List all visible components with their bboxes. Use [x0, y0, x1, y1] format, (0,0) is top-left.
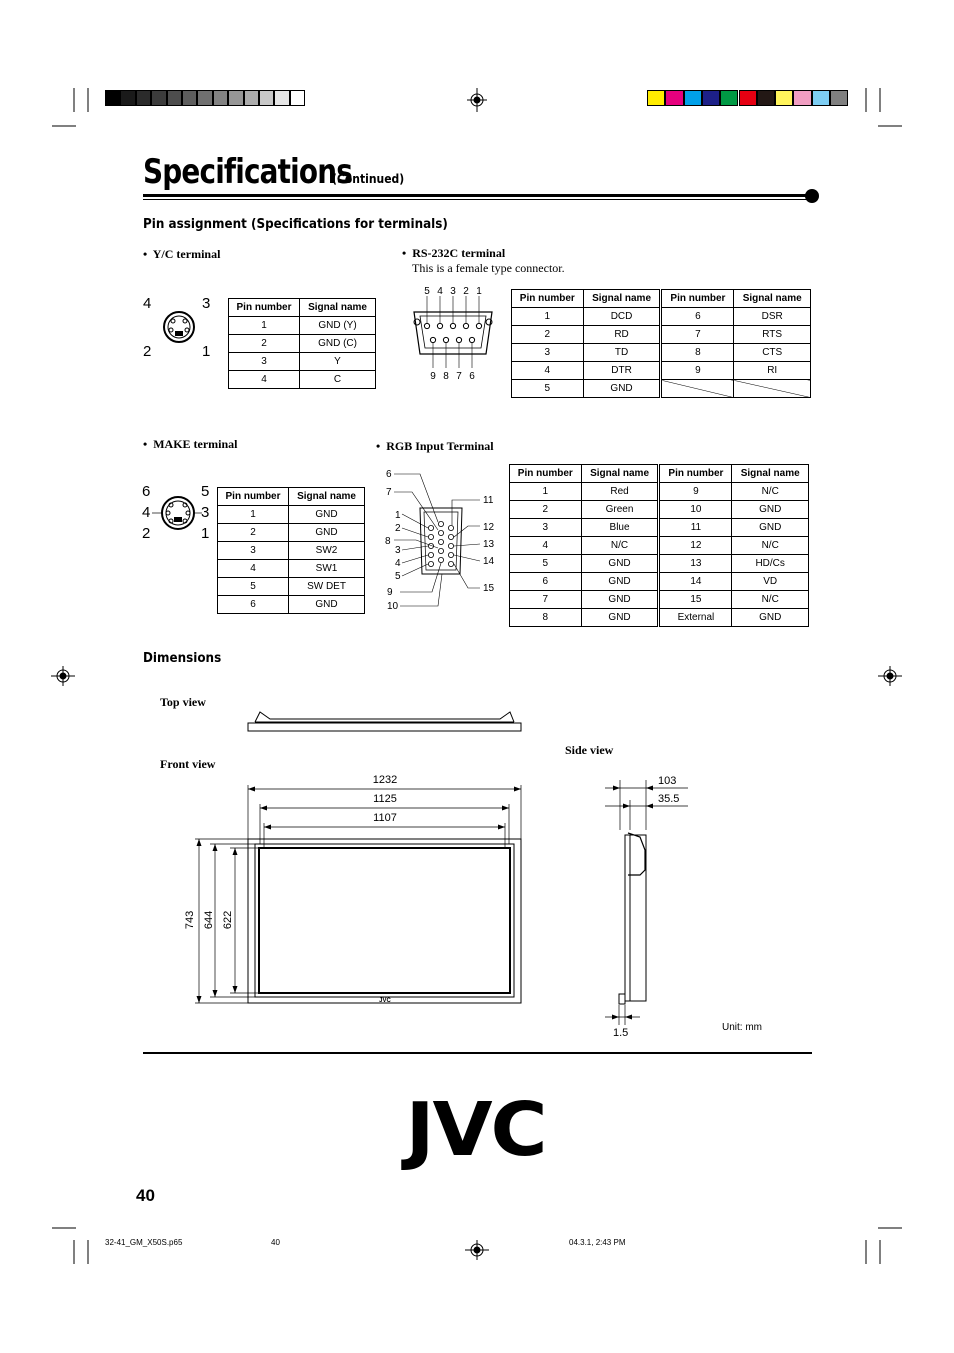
make-pin-table: Pin number Signal name 1 GND 2 GND 3 SW2 4 SW1 5 SW DET 6 GND [217, 487, 365, 614]
side-view-drawing [619, 833, 646, 1004]
svg-text:6: 6 [142, 483, 151, 500]
rgb-pin-table: Pin number Signal name Pin number Signal name 1 Red 9 N/C 2 Green 10 GND 3 Blue 11 GND 4 N/C 12 N/C 5 GND 13 HD/Cs 6 GND 14 VD 7 GND 15 N/C 8 GND External GND [509, 464, 809, 627]
svg-text:2: 2 [142, 525, 151, 542]
page-title: Specifications [143, 152, 353, 192]
table-row: 2 GND (C) [229, 335, 376, 353]
table-row: 1 DCD 6 DSR [512, 308, 811, 326]
table-row: 4 SW1 [218, 560, 365, 578]
table-row: 6 GND 14 VD [510, 573, 809, 591]
svg-text:5: 5 [395, 571, 401, 582]
svg-text:14: 14 [483, 556, 495, 567]
svg-text:9: 9 [430, 371, 436, 382]
pin-assignment-heading: Pin assignment (Specifications for terminals) [143, 217, 448, 232]
front-logo: JVC [379, 998, 391, 1004]
dim-width-mid: 1125 [373, 793, 397, 805]
footer-file: 32-41_GM_X50S.p65 [105, 1238, 183, 1247]
dim-width-outer: 1232 [372, 774, 398, 786]
table-row: 1 GND [218, 506, 365, 524]
svg-text:8: 8 [443, 371, 449, 382]
svg-text:5: 5 [424, 286, 430, 297]
table-row: 3 Blue 11 GND [510, 519, 809, 537]
table-row: 4 DTR 9 RI [512, 362, 811, 380]
unit-label: Unit: mm [722, 1022, 762, 1033]
table-row: 3 SW2 [218, 542, 365, 560]
rs232c-pin-table: Pin number Signal name Pin number Signal name 1 DCD 6 DSR 2 RD 7 RTS 3 TD 8 CTS 4 DTR 9 RI 5 GND [511, 289, 811, 398]
table-row: 1 Red 9 N/C [510, 483, 809, 501]
dimensions-heading: Dimensions [143, 651, 222, 666]
yc-pin-1: 1 [202, 343, 211, 360]
table-row: 7 GND 15 N/C [510, 591, 809, 609]
svg-text:2: 2 [395, 523, 401, 534]
svg-text:8: 8 [385, 536, 391, 547]
table-row: 3 TD 8 CTS [512, 344, 811, 362]
svg-text:5: 5 [201, 483, 210, 500]
svg-text:13: 13 [483, 539, 495, 550]
svg-text:7: 7 [386, 487, 392, 498]
svg-text:3: 3 [395, 545, 401, 556]
table-row: 1 GND (Y) [229, 317, 376, 335]
svg-text:4: 4 [437, 286, 443, 297]
yc-pin-3: 3 [202, 295, 211, 312]
table-row: 4 N/C 12 N/C [510, 537, 809, 555]
svg-text:4: 4 [142, 504, 151, 521]
dim-bottom: 1.5 [613, 1027, 629, 1039]
svg-text:4: 4 [395, 558, 401, 569]
dim-height-outer: 743 [184, 910, 196, 930]
page-number: 40 [136, 1186, 155, 1205]
rgb-terminal-label: • RGB Input Terminal [376, 439, 494, 453]
yc-terminal-label: • Y/C terminal [143, 247, 221, 261]
svg-text:1: 1 [395, 510, 401, 521]
yc-pin-4: 4 [143, 295, 152, 312]
svg-text:10: 10 [387, 601, 399, 612]
svg-text:9: 9 [387, 587, 393, 598]
section-rule [143, 1052, 812, 1054]
svg-text:3: 3 [201, 504, 210, 521]
svg-text:3: 3 [450, 286, 456, 297]
table-row: 5 GND [512, 380, 811, 398]
dim-depth: 103 [658, 775, 677, 787]
top-view-label: Top view [160, 695, 206, 709]
yc-pin-2: 2 [143, 343, 152, 360]
svg-text:1: 1 [476, 286, 482, 297]
footer-date: 04.3.1, 2:43 PM [569, 1238, 626, 1247]
rs232c-terminal-label: • RS-232C terminal [402, 246, 506, 260]
table-row: 5 SW DET [218, 578, 365, 596]
table-row: 5 GND 13 HD/Cs [510, 555, 809, 573]
table-row: 4 C [229, 371, 376, 389]
svg-text:11: 11 [483, 495, 494, 506]
svg-text:2: 2 [463, 286, 469, 297]
dim-depth-2: 35.5 [658, 793, 680, 805]
svg-text:12: 12 [483, 522, 495, 533]
jvc-logo: JVC [406, 1087, 546, 1173]
table-row: 3 Y [229, 353, 376, 371]
svg-text:15: 15 [483, 583, 495, 594]
make-terminal-label: • MAKE terminal [143, 437, 238, 451]
footer-page: 40 [271, 1238, 280, 1247]
page-title-continued: (Continued) [332, 172, 405, 186]
front-view-label: Front view [160, 757, 216, 771]
svg-text:1: 1 [201, 525, 210, 542]
dim-width-inner: 1107 [373, 812, 397, 824]
side-view-label: Side view [565, 743, 614, 757]
svg-text:6: 6 [386, 469, 392, 480]
rs232c-note: This is a female type connector. [412, 261, 565, 275]
table-row: 2 Green 10 GND [510, 501, 809, 519]
table-header: Signal name [300, 299, 376, 317]
svg-text:7: 7 [456, 371, 462, 382]
dim-height-mid: 644 [203, 910, 215, 930]
table-row: 2 GND [218, 524, 365, 542]
table-row: 8 GND External GND [510, 609, 809, 627]
table-row: 2 RD 7 RTS [512, 326, 811, 344]
dim-height-inner: 622 [222, 910, 234, 930]
table-header: Pin number [229, 299, 300, 317]
top-view-drawing [248, 712, 521, 731]
svg-text:6: 6 [469, 371, 475, 382]
table-row: 6 GND [218, 596, 365, 614]
front-view-drawing [248, 839, 521, 1003]
